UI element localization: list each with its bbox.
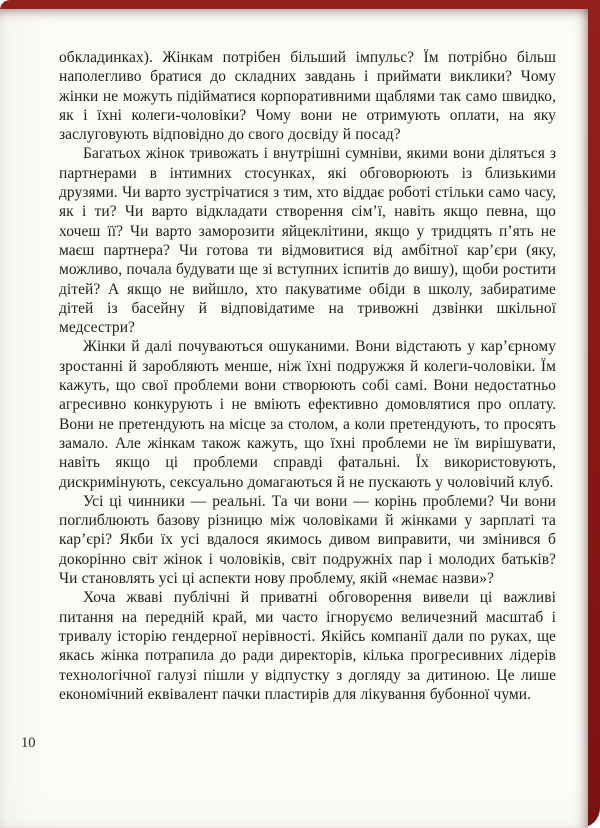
paragraph: Хоча жваві публічні й приватні обговорення вивели ці важливі питання на передній край, ми часто ігноруємо величезний масштаб і тривалу історію гендерної нерівності. Якійсь компанії дали по руках, ще якась жінка потрапила до ради директорів, кілька прогресивних лідерів технологічної галузі пішли у відпустку з догляду за дитиною. Це лише економічний еквівалент пачки пластирів для лікування бубонної чуми. bbox=[59, 589, 556, 703]
page-number: 10 bbox=[21, 735, 36, 751]
page-text bbox=[59, 48, 556, 704]
paragraph: Усі ці чинники — реальні. Та чи вони — корінь проблеми? Чи вони поглиблюють базову різницю між чоловіками й жінками у зарплаті та кар’єрі? Якби їх усі вдалося якимось дивом виправити, чи змінився б докорінно світ жінок і чоловіків, світ подружніх пар і молодих батьків? Чи становлять усі ці аспекти нову проблему, якій «немає назви»? bbox=[59, 492, 556, 588]
book-page bbox=[0, 9, 588, 828]
paragraph: Багатьох жінок тривожать і внутрішні сумніви, якими вони діляться з партнерами в інтимних стосунках, які обговорюють із близькими друзями. Чи варто зустрічатися з тим, хто віддає роботі стільки само часу, як і ти? Чи варто відкладати створення сім’ї, навіть якщо певна, що хочеш її? Чи варто заморозити яйцеклітини, якщо у тридцять п’ять не маєш партнера? Чи готова ти відмовитися від амбітної кар’єри (яку, можливо, почала будувати ще зі вступних іспитів до вишу), щоби ростити дітей? А якщо не вийшло, хто пакуватиме обіди в школу, забиратиме дітей із басейну й відповідатиме на тривожні дзвінки шкільної медсестри? bbox=[59, 145, 556, 337]
paragraph-continuation: обкладинках). Жінкам потрібен більший імпульс? Їм потрібно більш наполегливо братися до складних завдань і приймати виклики? Чому жінки не можуть підійматися корпоративними щаблями так само швидко, як і їхні колеги-чоловіки? Чому вони не отримують оплати, на яку заслуговують відповідно до свого досвіду й посад? bbox=[59, 49, 556, 144]
paragraph: Жінки й далі почуваються ошуканими. Вони відстають у кар’єрному зростанні й заробляють менше, ніж їхні подружжя й колеги-чоловіки. Їм кажуть, що свої проблеми вони створюють собі самі. Вони недостатньо агресивно конкурують і не вміють ефективно домовлятися про оплату. Вони не претендують на місце за столом, а коли претендують, то просять замало. Але жінкам також кажуть, що їхні проблеми не їм вирішувати, навіть якщо ці проблеми справді фатальні. Їх використовують, дискримінують, сексуально домагаються й не пускають у чоловічий клуб. bbox=[59, 338, 556, 491]
